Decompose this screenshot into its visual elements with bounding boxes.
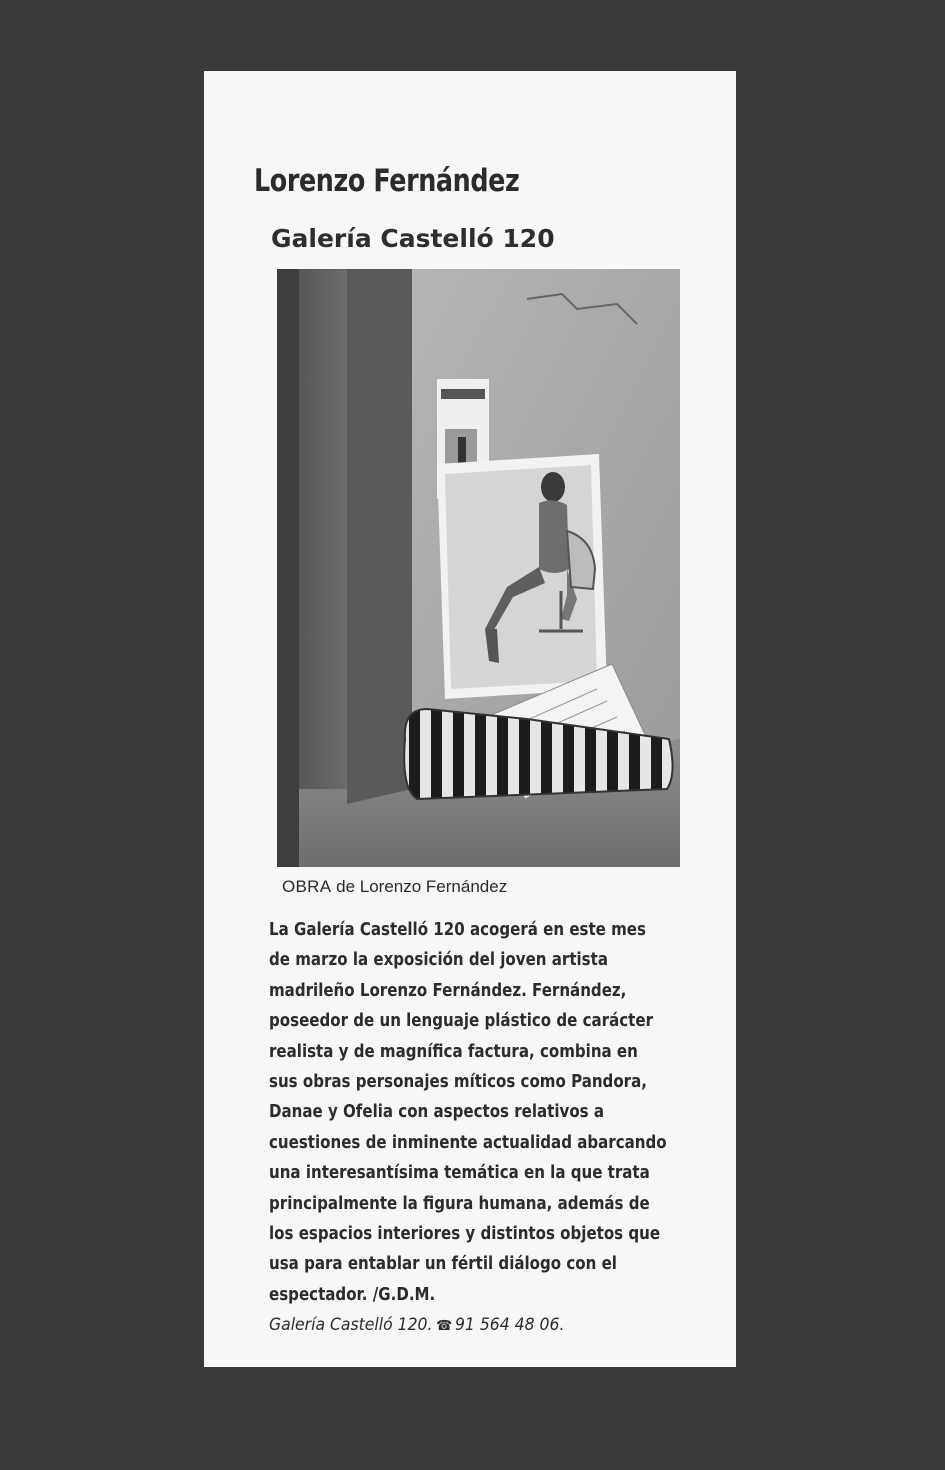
- article-headline: Lorenzo Fernández: [254, 163, 520, 199]
- credit-gallery: Galería Castelló 120.: [269, 1315, 433, 1335]
- gallery-credit: [269, 1315, 564, 1335]
- body-line: cuestiones de inminente actualidad abarcando: [269, 1132, 667, 1153]
- phone-icon: ☎: [436, 1318, 453, 1334]
- body-line: Danae y Ofelia con aspectos relativos a: [269, 1102, 605, 1123]
- body-line: espectador. /G.D.M.: [269, 1284, 436, 1305]
- article-body: [269, 915, 689, 1310]
- body-line: principalmente la figura humana, además de: [269, 1193, 650, 1214]
- body-line: La Galería Castelló 120 acogerá en este mes: [269, 920, 646, 940]
- body-line: realista y de magnífica factura, combina en: [269, 1041, 638, 1062]
- caption-lead: OBRA: [282, 877, 332, 896]
- artwork-photo: [277, 269, 680, 867]
- article-subhead: Galería Castelló 120: [271, 224, 555, 253]
- body-line: sus obras personajes míticos como Pandora,: [269, 1072, 647, 1093]
- caption-rest: de Lorenzo Fernández: [336, 877, 508, 896]
- body-line: madrileño Lorenzo Fernández. Fernández,: [269, 980, 627, 1001]
- body-line: usa para entablar un fértil diálogo con el: [269, 1254, 617, 1275]
- body-line: los espacios interiores y distintos objetos que: [269, 1224, 661, 1245]
- body-line: poseedor de un lenguaje plástico de carácter: [269, 1011, 654, 1032]
- credit-phone: 91 564 48 06.: [454, 1315, 565, 1335]
- photo-caption: [282, 877, 507, 897]
- body-line: de marzo la exposición del joven artista: [269, 950, 608, 971]
- body-line: una interesantísima temática en la que trata: [269, 1163, 650, 1184]
- newspaper-clipping: [204, 71, 736, 1367]
